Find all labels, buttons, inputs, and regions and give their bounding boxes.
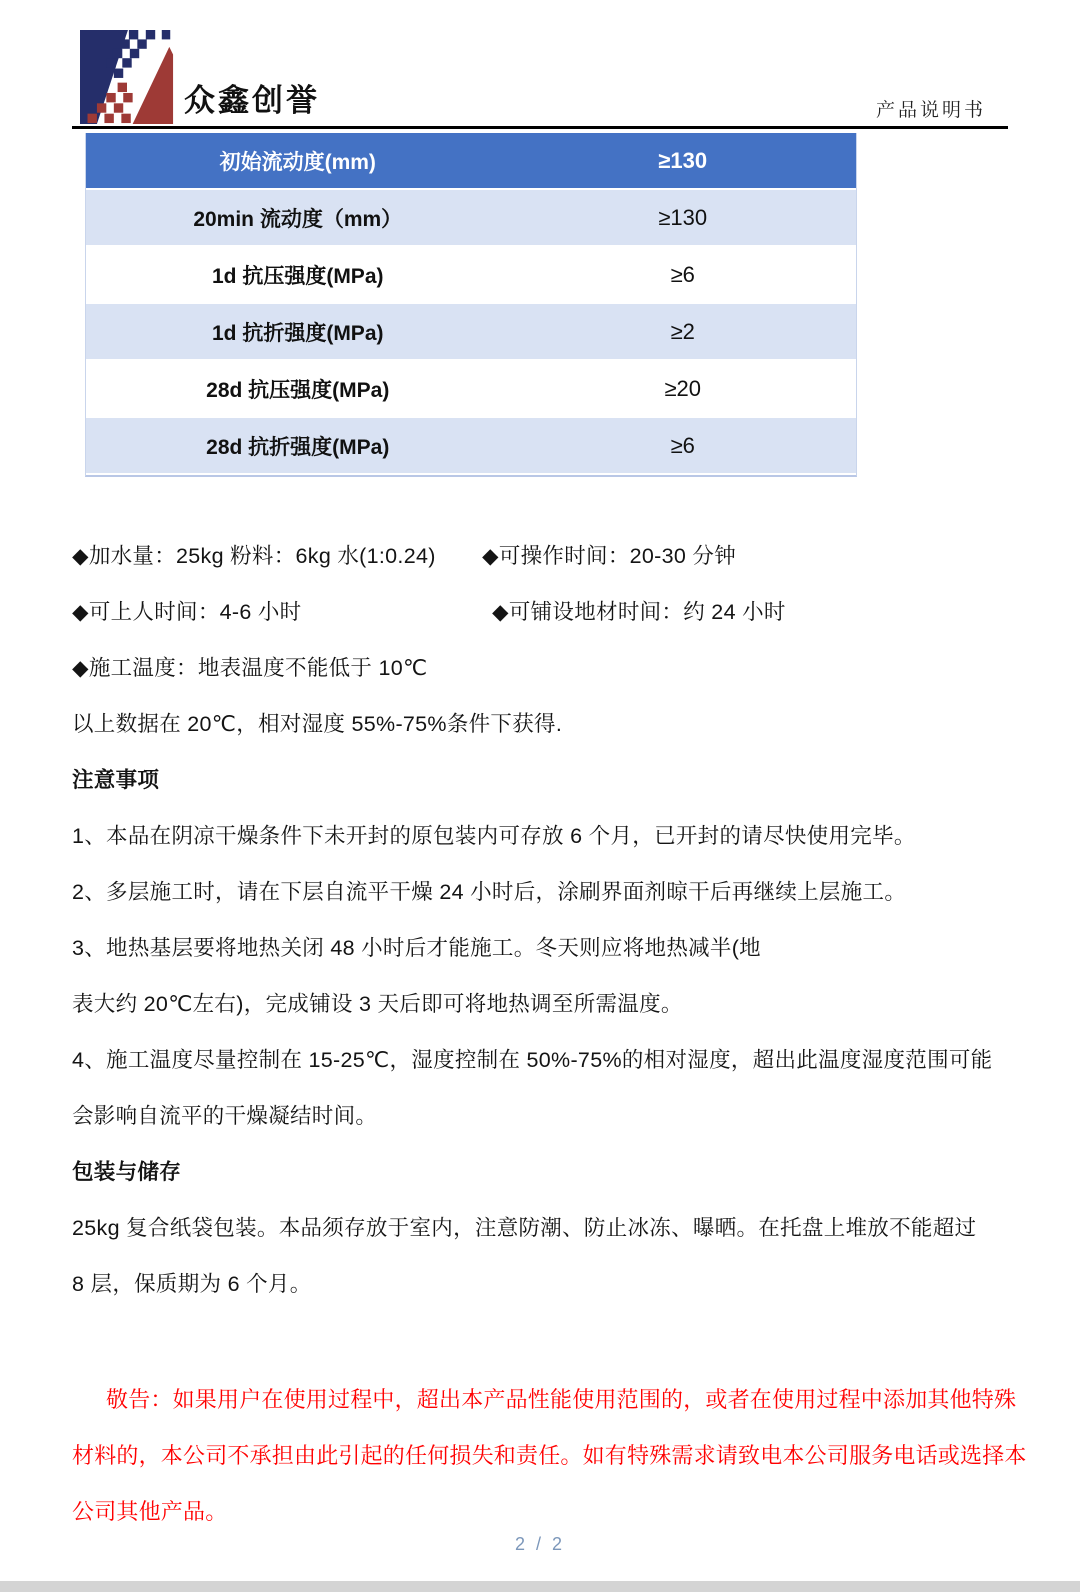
precaution-item: 表大约 20℃左右)，完成铺设 3 天后即可将地热调至所需温度。 (72, 992, 683, 1016)
precaution-item: 会影响自流平的干燥凝结时间。 (72, 1104, 378, 1128)
precautions-heading: 注意事项 (72, 768, 160, 792)
warning-text: 敬告：如果用户在使用过程中，超出本产品性能使用范围的，或者在使用过程中添加其他特殊 (106, 1387, 1017, 1412)
spec-bullet-temperature: ◆施工温度：地表温度不能低于 10℃ (72, 656, 428, 680)
table-row (86, 133, 856, 190)
table-row (86, 361, 856, 418)
precaution-item: 1、本品在阴凉干燥条件下未开封的原包装内可存放 6 个月，已开封的请尽快使用完毕。 (72, 824, 916, 848)
spec-bullet-worktime: ◆可操作时间：20-30 分钟 (482, 544, 736, 568)
spec-value: ≥20 (664, 375, 702, 401)
spec-label: 初始流动度(mm) (219, 150, 376, 174)
brand-name: 众鑫创誉 (184, 83, 320, 118)
page-header (72, 28, 1008, 124)
warning-paragraph (72, 1372, 1027, 1540)
body-text (72, 528, 1012, 1312)
spec-bullet-walkable: ◆可上人时间：4-6 小时 (72, 600, 302, 624)
spec-label: 28d 抗压强度(MPa) (206, 378, 390, 402)
spec-label: 1d 抗折强度(MPa) (211, 321, 384, 345)
table-row (86, 418, 856, 475)
warning-text: 材料的，本公司不承担由此引起的任何损失和责任。如有特殊需求请致电本公司服务电话或选择本 (72, 1443, 1027, 1468)
spec-condition-note: 以上数据在 20℃，相对湿度 55%-75%条件下获得. (72, 712, 563, 736)
spec-label: 28d 抗折强度(MPa) (206, 435, 390, 459)
spec-value: ≥130 (658, 204, 708, 230)
spec-value: ≥2 (670, 318, 695, 344)
precaution-item: 3、地热基层要将地热关闭 48 小时后才能施工。冬天则应将地热减半(地 (72, 936, 761, 960)
table-row (86, 304, 856, 361)
spec-value: ≥6 (670, 432, 695, 458)
packaging-heading: 包装与储存 (72, 1160, 182, 1184)
spec-table (85, 133, 857, 477)
packaging-text: 25kg 复合纸袋包装。本品须存放于室内，注意防潮、防止冰冻、曝晒。在托盘上堆放不能超过 (72, 1216, 977, 1240)
company-logo-icon (80, 30, 174, 124)
page-edge-strip (0, 1581, 1080, 1592)
doc-type-label: 产品说明书 (875, 100, 986, 121)
warning-text: 公司其他产品。 (72, 1499, 228, 1524)
page-number: 2 / 2 (514, 1534, 566, 1554)
spec-bullet-flooring: ◆可铺设地材时间：约 24 小时 (492, 600, 786, 624)
spec-value: ≥130 (658, 147, 708, 173)
table-row (86, 247, 856, 304)
precaution-item: 4、施工温度尽量控制在 15-25℃，湿度控制在 50%-75%的相对湿度，超出此温度湿度范围可能 (72, 1048, 993, 1072)
spec-label: 20min 流动度（mm） (193, 207, 403, 231)
packaging-text: 8 层，保质期为 6 个月。 (72, 1272, 312, 1296)
spec-label: 1d 抗压强度(MPa) (211, 264, 384, 288)
precaution-item: 2、多层施工时，请在下层自流平干燥 24 小时后，涂刷界面剂晾干后再继续上层施工。 (72, 880, 907, 904)
table-row (86, 190, 856, 247)
spec-bullet-line (72, 584, 1012, 640)
spec-bullet-water: ◆加水量：25kg 粉料：6kg 水(1:0.24) (72, 544, 436, 568)
header-divider (72, 126, 1008, 129)
spec-bullet-line (72, 528, 1012, 584)
spec-value: ≥6 (670, 261, 695, 287)
